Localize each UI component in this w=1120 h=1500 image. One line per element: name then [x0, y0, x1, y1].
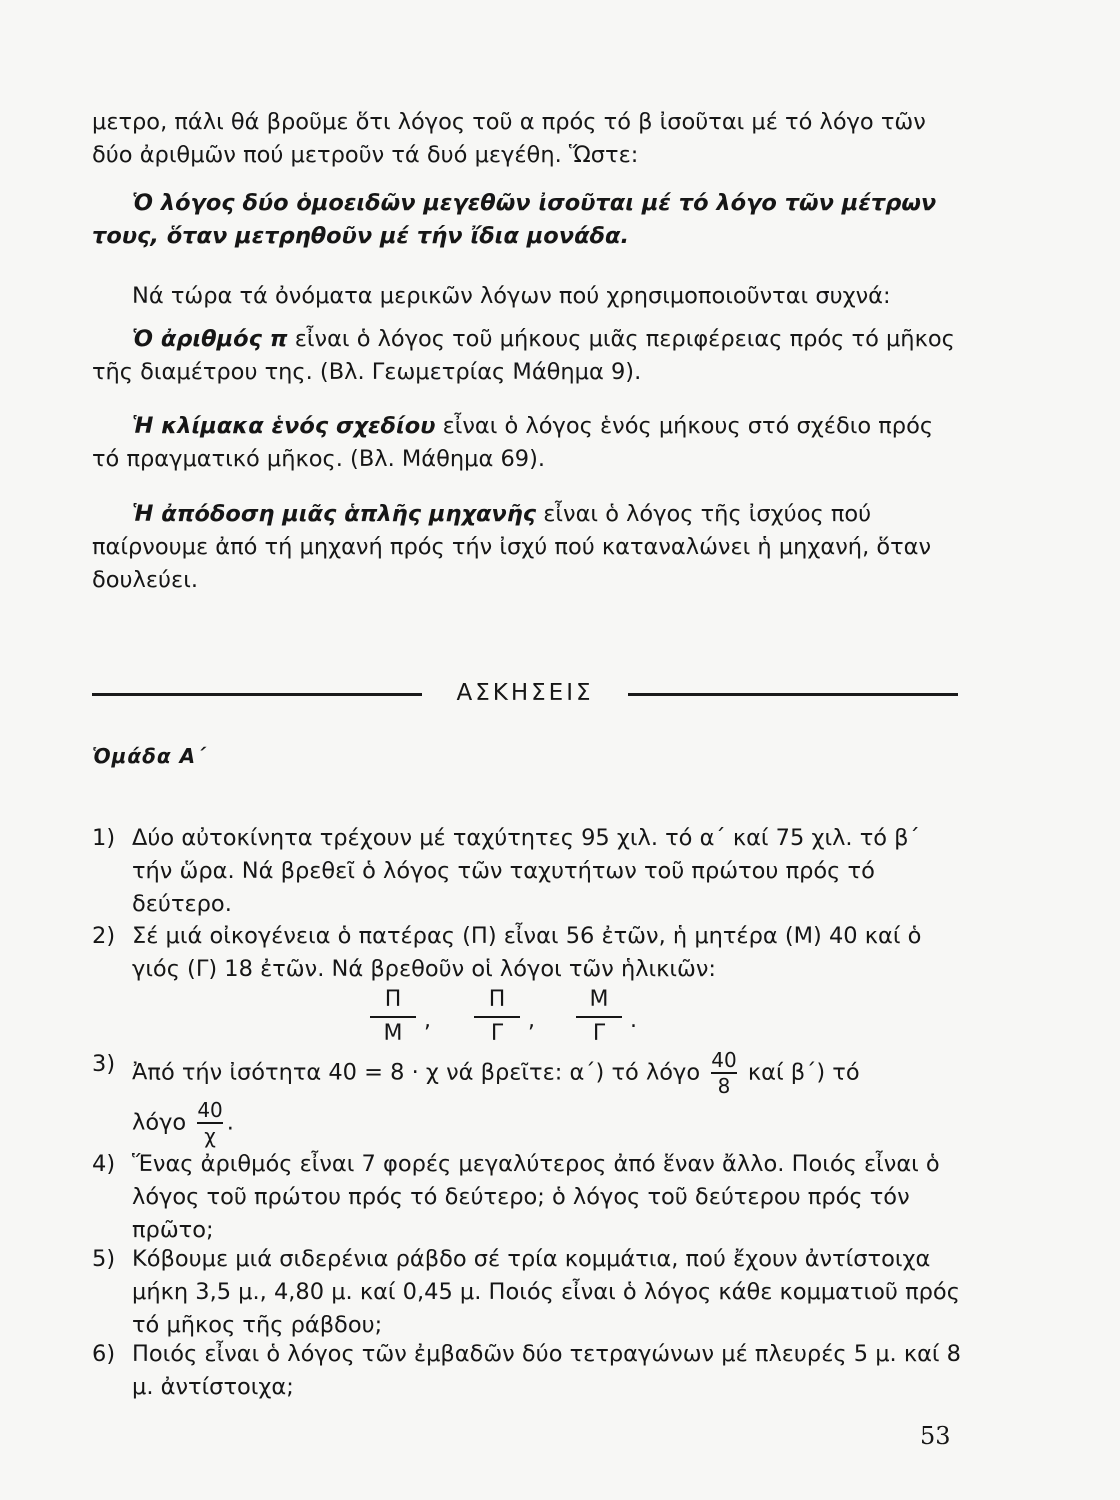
ratio-separator: , — [424, 1008, 431, 1033]
exercise-5 — [92, 1243, 962, 1342]
definition-scale — [92, 410, 962, 476]
definition-text: εἶναι ὁ λόγος ἑνός μήκους στό σχέδιο πρός τό πραγματικό μῆκος. (Βλ. Μάθημα 69). — [92, 413, 934, 472]
exercise-2 — [92, 920, 962, 986]
rule-text: Ὁ λόγος δύο ὁμοειδῶν μεγεθῶν ἰσοῦται μέ τό λόγο τῶν μέτρων τους, ὅταν μετρηθοῦν μέ τήν ἴδια μονάδα. — [92, 190, 937, 249]
definition-term: Ἡ κλίμακα ἑνός σχεδίου — [132, 413, 436, 439]
fraction-bar — [370, 1016, 416, 1018]
exercise-1 — [92, 822, 962, 921]
exercises-heading — [92, 676, 958, 710]
ratio-fraction — [576, 986, 622, 1048]
exercise-text-part: καί β΄) τό — [747, 1059, 860, 1086]
exercise-number: 6) — [92, 1341, 116, 1367]
ratio-separator: . — [630, 1008, 637, 1033]
fraction-bar — [576, 1016, 622, 1018]
exercise-number: 3) — [92, 1051, 116, 1077]
fraction-numerator: Π — [488, 987, 506, 1012]
rule-statement — [92, 187, 962, 253]
exercise-text-part: λόγο — [132, 1109, 187, 1136]
exercise-text: Κόβουμε μιά σιδερένια ράβδο σέ τρία κομμάτια, πού ἔχουν ἀντίστοιχα μήκη 3,5 μ., 4,80 μ. καί 0,45 μ. Ποιός εἶναι ὁ λόγος κάθε κομματιοῦ πρός τό μῆκος τῆς ράβδου; — [132, 1246, 960, 1338]
definition-efficiency — [92, 498, 962, 597]
exercise-text: Ἀπό τήν ἰσότητα 40 = 8 · χ νά βρεῖτε: α΄) τό λόγο $\frac{40}{8}$ καί β΄) τό λόγο $\frac{40}{\chi}$ . — [132, 1048, 860, 1148]
ratio-separator: , — [528, 1008, 535, 1033]
exercise-number: 4) — [92, 1151, 116, 1177]
section-heading: ΑΣΚΗΣΕΙΣ — [456, 680, 594, 706]
heading-rule-right — [628, 693, 958, 696]
definition-term: Ὁ ἀριθμός π — [132, 326, 288, 352]
exercise-text: Ποιός εἶναι ὁ λόγος τῶν ἐμβαδῶν δύο τετραγώνων μέ πλευρές 5 μ. καί 8 μ. ἀντίστοιχα; — [132, 1341, 961, 1400]
definition-text: εἶναι ὁ λόγος τοῦ μήκους μιᾶς περιφέρειας πρός τό μῆκος τῆς διαμέτρου της. (Βλ. Γεωμετρίας Μάθημα 9). — [92, 326, 955, 385]
fraction-denominator: 8 — [717, 1074, 731, 1098]
exercise-number: 5) — [92, 1246, 116, 1272]
definition-term: Ἡ ἀπόδοση μιᾶς ἁπλῆς μηχανῆς — [132, 501, 537, 527]
definition-pi — [92, 323, 962, 389]
definition-text: εἶναι ὁ λόγος τῆς ἰσχύος πού παίρνουμε ἀπό τή μηχανή πρός τήν ἰσχύ πού καταναλώνει ἡ μηχανή, ὅταν δουλεύει. — [92, 501, 932, 593]
ratio-fraction — [474, 986, 520, 1048]
fraction-40-over-8 — [711, 1048, 736, 1098]
group-label: Ὁμάδα Α΄ — [92, 744, 206, 768]
fraction-denominator: Γ — [592, 1021, 606, 1046]
exercise-text: Σέ μιά οἰκογένεια ὁ πατέρας (Π) εἶναι 56 ἐτῶν, ἡ μητέρα (Μ) 40 καί ὁ γιός (Γ) 18 ἐτῶν. Νά βρεθοῦν οἱ λόγοι τῶν ἡλικιῶν: — [132, 923, 922, 982]
exercise-4 — [92, 1148, 962, 1247]
intro-paragraph — [92, 106, 962, 172]
exercise-number: 1) — [92, 825, 116, 851]
fraction-denominator: χ — [204, 1124, 216, 1148]
exercise-text: Ἕνας ἀριθμός εἶναι 7 φορές μεγαλύτερος ἀπό ἕναν ἄλλο. Ποιός εἶναι ὁ λόγος τοῦ πρώτου πρός τό δεύτερο; ὁ λόγος τοῦ δεύτερου πρός τόν πρῶτο; — [132, 1151, 940, 1243]
exercise-6 — [92, 1338, 962, 1404]
names-intro-text: Νά τώρα τά ὀνόματα μερικῶν λόγων πού χρησιμοποιοῦνται συχνά: — [132, 283, 891, 309]
exercise-3 — [92, 1048, 962, 1148]
fraction-numerator: 40 — [711, 1048, 737, 1072]
ratio-fraction — [370, 986, 416, 1048]
age-ratios — [370, 986, 690, 1050]
fraction-denominator: Γ — [490, 1021, 504, 1046]
page-number: 53 — [920, 1422, 951, 1450]
exercise-text: Δύο αὐτοκίνητα τρέχουν μέ ταχύτητες 95 χιλ. τό α΄ καί 75 χιλ. τό β΄ τήν ὥρα. Νά βρεθεῖ ὁ λόγος τῶν ταχυτήτων τοῦ πρώτου πρός τό δεύτερο. — [132, 825, 920, 917]
names-intro — [92, 280, 962, 313]
fraction-bar — [474, 1016, 520, 1018]
fraction-40-over-x — [197, 1098, 222, 1148]
intro-text: μετρο, πάλι θά βροῦμε ὅτι λόγος τοῦ α πρός τό β ἰσοῦται μέ τό λόγο τῶν δύο ἀριθμῶν πού μετροῦν τά δυό μεγέθη. Ὥστε: — [92, 109, 926, 168]
fraction-numerator: 40 — [197, 1098, 223, 1122]
fraction-denominator: Μ — [383, 1021, 403, 1046]
exercise-number: 2) — [92, 923, 116, 949]
fraction-numerator: Μ — [589, 987, 609, 1012]
exercise-text-part: Ἀπό τήν ἰσότητα 40 = 8 · χ νά βρεῖτε: α΄) τό λόγο — [132, 1059, 701, 1086]
fraction-numerator: Π — [384, 987, 402, 1012]
